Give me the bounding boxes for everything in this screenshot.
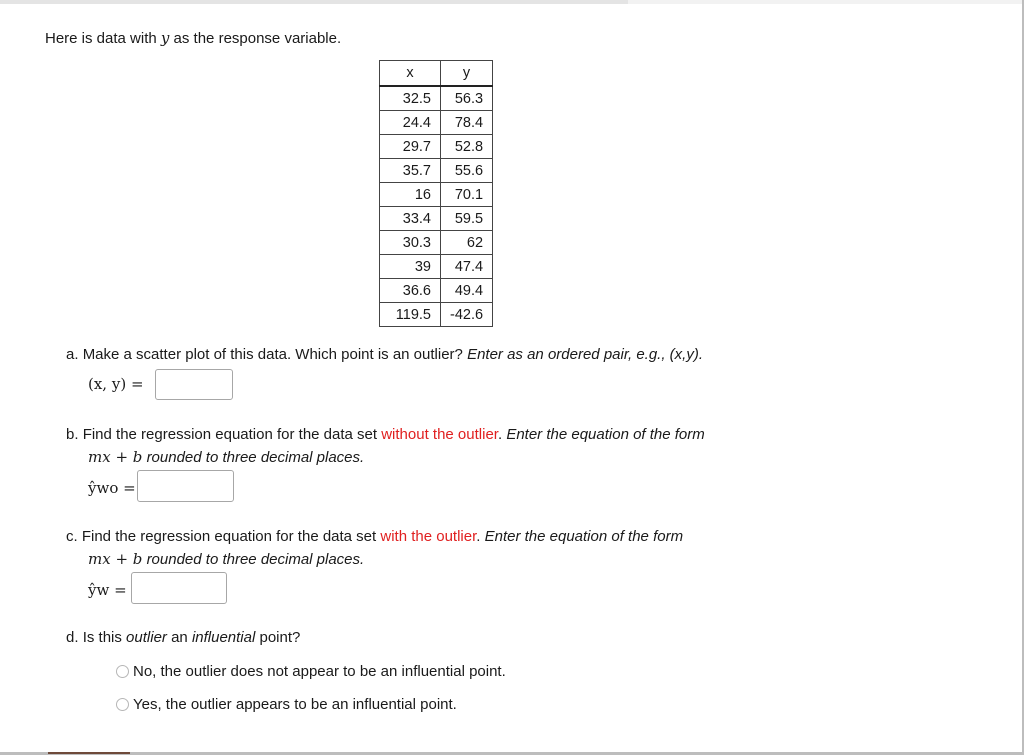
question-a-instruction: Enter as an ordered pair, e.g., (x,y).	[467, 346, 704, 363]
cell-x: 16	[380, 183, 441, 207]
question-c-text: Find the regression equation for the data set	[81, 528, 377, 545]
top-border	[0, 0, 1024, 4]
table-row	[380, 111, 493, 135]
header-x: x	[380, 61, 441, 87]
question-b-form: mx + b	[88, 448, 143, 466]
answer-b-input[interactable]	[137, 470, 234, 502]
question-b-highlight: without the outlier	[381, 426, 498, 443]
question-d-italic-1: outlier	[126, 629, 167, 646]
answer-a-label: (x, y) =	[88, 375, 144, 393]
cell-y: 59.5	[441, 207, 493, 231]
cell-x: 119.5	[380, 303, 441, 327]
question-d-marker: d.	[66, 629, 79, 646]
question-a	[66, 346, 703, 363]
table-row	[380, 231, 493, 255]
cell-y: 62	[441, 231, 493, 255]
header-y: y	[441, 61, 493, 87]
cell-y: 56.3	[441, 86, 493, 111]
question-c-instruction: Enter the equation of the form	[484, 528, 684, 545]
question-c-period: .	[476, 528, 481, 545]
radio-button-no[interactable]	[116, 665, 129, 678]
intro-variable: y	[160, 29, 170, 47]
answer-b-label: ŷwo =	[88, 479, 136, 497]
cell-x: 33.4	[380, 207, 441, 231]
question-b-marker: b.	[66, 426, 79, 443]
question-a-text: Make a scatter plot of this data. Which point is an outlier?	[82, 346, 463, 363]
cell-x: 30.3	[380, 231, 441, 255]
table-row	[380, 207, 493, 231]
cell-y: 70.1	[441, 183, 493, 207]
answer-c-input[interactable]	[131, 572, 227, 604]
cell-x: 24.4	[380, 111, 441, 135]
cell-y: 52.8	[441, 135, 493, 159]
question-b	[66, 426, 705, 443]
question-c-line2	[88, 550, 364, 568]
table-row	[380, 183, 493, 207]
cell-x: 32.5	[380, 86, 441, 111]
question-b-text: Find the regression equation for the data set	[82, 426, 378, 443]
table-row	[380, 86, 493, 111]
intro-prefix: Here is data with	[45, 30, 161, 47]
question-c-marker: c.	[66, 528, 78, 545]
table-row	[380, 303, 493, 327]
answer-a-input[interactable]	[155, 369, 233, 400]
radio-label-yes: Yes, the outlier appears to be an influential point.	[133, 696, 457, 713]
question-d-italic-2: influential	[191, 629, 256, 646]
table-row	[380, 135, 493, 159]
cell-y: -42.6	[441, 303, 493, 327]
question-d-text-3: point?	[259, 629, 301, 646]
question-d	[66, 629, 300, 646]
question-c-form: mx + b	[88, 550, 143, 568]
cell-y: 55.6	[441, 159, 493, 183]
table-row	[380, 159, 493, 183]
cell-y: 78.4	[441, 111, 493, 135]
cell-x: 35.7	[380, 159, 441, 183]
question-c	[66, 528, 683, 545]
top-border-segment	[628, 0, 1024, 4]
cell-x: 39	[380, 255, 441, 279]
intro-text	[45, 29, 341, 47]
table-row	[380, 255, 493, 279]
cell-y: 47.4	[441, 255, 493, 279]
radio-button-yes[interactable]	[116, 698, 129, 711]
radio-option-no[interactable]	[116, 663, 506, 680]
question-c-highlight: with the outlier	[380, 528, 477, 545]
table-row	[380, 279, 493, 303]
bottom-border-accent	[48, 752, 130, 754]
question-a-marker: a.	[66, 346, 79, 363]
intro-suffix: as the response variable.	[169, 30, 342, 47]
question-d-text-1: Is this	[82, 629, 122, 646]
cell-y: 49.4	[441, 279, 493, 303]
cell-x: 29.7	[380, 135, 441, 159]
answer-c-label: ŷw =	[88, 581, 127, 599]
question-b-instruction-end: rounded to three decimal places.	[146, 449, 365, 466]
question-b-instruction: Enter the equation of the form	[506, 426, 705, 443]
question-b-period: .	[497, 426, 503, 443]
question-d-text-2: an	[171, 629, 188, 646]
question-c-instruction-end: rounded to three decimal places.	[146, 551, 365, 568]
cell-x: 36.6	[380, 279, 441, 303]
table-header-row	[380, 61, 493, 87]
data-table	[379, 60, 493, 327]
radio-label-no: No, the outlier does not appear to be an influential point.	[133, 663, 506, 680]
question-b-line2	[88, 448, 364, 466]
radio-option-yes[interactable]	[116, 696, 457, 713]
